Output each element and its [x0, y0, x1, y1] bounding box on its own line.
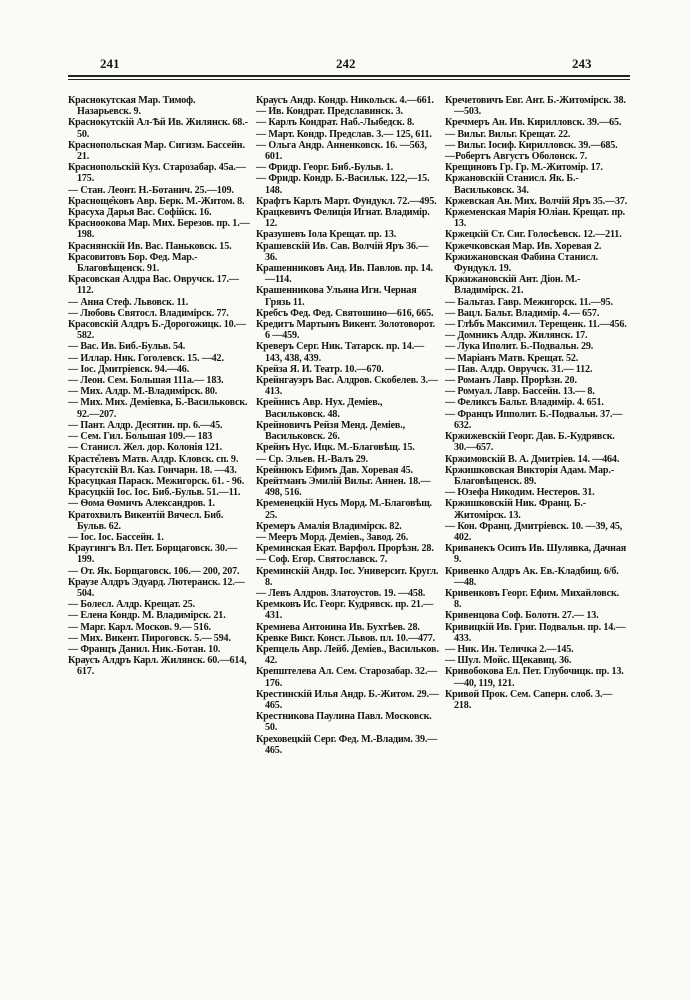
directory-entry: — Пант. Алдр. Десятин. пр. 6.—45.	[68, 419, 223, 431]
directory-entry: Кржеменская Марія Юліан. Крещат. пр. 13.	[445, 207, 626, 230]
directory-entry: Кржечковская Мар. Ив. Хоревая 2.	[445, 240, 602, 252]
directory-entry: — Ив. Кондрат. Предславинск. 3.	[256, 106, 403, 118]
directory-entry: — Феликсъ Бальт. Владимір. 4. 651.	[445, 397, 604, 409]
directory-entry: — Вас. Ив. Биб.-Бульв. 54.	[68, 341, 186, 353]
directory-entry: —Робертъ Августъ Оболонск. 7.	[445, 151, 587, 163]
directory-entry: Крафтъ Карлъ Март. Фундукл. 72.—495.	[256, 195, 437, 207]
directory-entry: Красте̂левъ Матв. Алдр. Кловск. сп. 9.	[68, 453, 239, 465]
directory-entry: — Лука Иполит. Б.-Подвальн. 29.	[445, 341, 594, 353]
page-number-center: 242	[336, 56, 356, 71]
directory-entry: Красовскій Алдръ Б.-Дорогожицк. 10.—582.	[68, 319, 246, 342]
directory-entry: Красуха Дарья Вас. Софійск. 16.	[68, 207, 212, 219]
directory-entry: Креховецкій Серг. Фед. М.-Владим. 39.—465.	[256, 733, 438, 756]
directory-entry: Кревке Викт. Конст. Львов. пл. 10.—477.	[256, 632, 436, 644]
directory-entry: — Иллар. Ник. Гоголевск. 15. —42.	[68, 352, 224, 364]
directory-entry: — Леон. Сем. Большая 111а.— 183.	[68, 375, 224, 387]
directory-entry: Красутскій Вл. Каз. Гончарн. 18. —43.	[68, 464, 237, 476]
directory-entry: — Глѣбъ Максимил. Терещенк. 11.—456.	[445, 319, 627, 331]
directory-entry: Кржевская Ан. Мих. Волчій Яръ 35.—37.	[445, 195, 628, 207]
directory-entry: — Станисл. Жел. дор. Колонія 121.	[68, 442, 222, 454]
directory-entry: Краузе Алдръ Эдуард. Лютеранск. 12.—504.	[68, 576, 245, 599]
directory-entry: Кржановскій Станисл. Як. Б.-Васильковск. 34.	[445, 173, 579, 196]
directory-entry: Кремнева Антонина Ив. Бухтѣев. 28.	[256, 621, 420, 633]
directory-entry: — Францъ Ипполит. Б.-Подвальн. 37.—632.	[445, 408, 623, 431]
directory-entry: Креминскій Андр. Іос. Университ. Кругл. 8.	[256, 565, 439, 588]
directory-entry: Краснянскій Ив. Вас. Паньковск. 15.	[68, 240, 232, 252]
directory-entry: Креминская Екат. Варфол. Прорѣзн. 28.	[256, 543, 434, 555]
directory-entry: Крестинскій Илья Андр. Б.-Житом. 29.—465.	[256, 688, 439, 711]
header-rule-thin	[68, 79, 630, 80]
column-left	[68, 95, 251, 980]
directory-entry: — Ѳома Ѳомичъ Александров. 1.	[68, 498, 215, 510]
directory-entry: Крейтманъ Эмилій Вильг. Аннен. 18.—498, 516.	[256, 475, 431, 499]
directory-entry: Кратохвилъ Викентій Вячесл. Биб. Бульв. 62.	[68, 509, 224, 532]
directory-entry: Кременецкій Нусь Морд. М.-Благовѣщ. 25.	[256, 498, 432, 521]
directory-entry: — Ник. Ин. Теличка 2.—145.	[445, 643, 574, 655]
directory-entry: — Юзефа Никодим. Нестеров. 31.	[445, 487, 595, 499]
directory-entry: Кривой Прок. Сем. Саперн. слоб. 3.—218.	[445, 688, 613, 711]
directory-entry: — Домникъ Алдр. Жилянск. 17.	[445, 330, 588, 342]
directory-entry: Кржецкій Ст. Сиг. Голосѣевск. 12.—211.	[445, 229, 622, 241]
directory-entry: Кремеръ Амалія Владимірск. 82.	[256, 520, 402, 532]
directory-entry: — Левъ Алдров. Златоустов. 19. —458.	[256, 587, 426, 599]
directory-entry: Краснокутскій Ал-Ѣй Ив. Жилянск. 68.- 50.	[68, 117, 248, 140]
directory-entry: — Пав. Алдр. Овручск. 31.— 112.	[445, 363, 593, 375]
directory-entry: Кребсъ Фед. Фед. Святошино—616, 665.	[256, 307, 434, 319]
directory-entry: — Маріанъ Матв. Крещат. 52.	[445, 352, 579, 364]
directory-entry: — Вильг. Іосиф. Кирилловск. 39.—685.	[445, 139, 618, 151]
directory-entry: Криванекъ Осипъ Ив. Шулявка, Дачная 9.	[445, 543, 627, 566]
directory-entry: — Соф. Егор. Святославск. 7.	[256, 554, 388, 566]
directory-entry: Кривенко Алдръ Ак. Ев.-Кладбищ. 6/б.—48.	[445, 565, 619, 588]
directory-entry: Кржижевскій Георг. Дав. Б.-Кудрявск. 30.—657.	[445, 431, 615, 454]
directory-entry: Креверъ Серг. Ник. Татарск. пр. 14.—143, 438, 439.	[256, 341, 425, 364]
directory-entry: — Шул. Мойс. Щекавиц. 36.	[445, 655, 572, 667]
directory-entry: Крещиновъ Гр. Гр. М.-Житомір. 17.	[445, 162, 603, 174]
directory-entry: Кривенковъ Георг. Ефим. Михайловск. 8.	[445, 587, 620, 611]
directory-entry: Крестникова Паулина Павл. Московск. 50.	[256, 711, 432, 734]
directory-entry: — Іос. Дмитріевск. 94.—46.	[68, 363, 190, 375]
directory-entry: — Романъ Лавр. Прорѣзн. 20.	[445, 375, 577, 387]
directory-entry: — Францъ Данил. Ник.-Ботан. 10.	[68, 643, 221, 655]
directory-entry: Крейновичъ Рейзя Менд. Деміев., Васильковск. 26.	[256, 419, 405, 443]
directory-entry: Красовская Алдра Вас. Овручск. 17.—112.	[68, 274, 239, 297]
directory-entry: Краснопольская Мар. Сигизм. Бассейн. 21.	[68, 139, 245, 163]
directory-entry: — Вильг. Вильг. Крещат. 22.	[445, 128, 571, 140]
directory-entry: Кржишковская Викторія Адам. Мар.-Благовѣщенск. 89.	[445, 464, 614, 487]
directory-entry: Крепштелева Ал. Сем. Старозабар. 32.—176.	[256, 666, 438, 689]
directory-entry: — Ср. Эльев. Н.-Валъ 29.	[256, 453, 368, 465]
directory-entry: Краугингъ Вл. Пет. Борщаговск. 30.—199.	[68, 543, 238, 566]
directory-entry: Крейнюкъ Ефимъ Дав. Хоревая 45.	[256, 464, 413, 476]
directory-entry: — Болесл. Алдр. Крещат. 25.	[68, 599, 195, 611]
directory-entry: Кривицкій Ив. Григ. Подвальн. пр. 14.—433.	[445, 621, 626, 644]
directory-entry: Кривобокова Ел. Пет. Глубочицк. пр. 13.—40, 119, 121.	[445, 666, 624, 689]
directory-entry: Красуцкій Іос. Іос. Биб.-Бульв. 51.—11.	[68, 487, 241, 499]
directory-entry: Кразушевъ Іола Крещат. пр. 13.	[256, 229, 397, 241]
directory-entry: — Сем. Гил. Большая 109.— 183	[68, 431, 213, 443]
directory-entry: — Ромуал. Лавр. Бассейн. 13.— 8.	[445, 386, 595, 398]
directory-entry: Крейнъ Нус. Ицк. М.-Благовѣщ. 15.	[256, 442, 415, 454]
directory-entry: Крацкевичъ Фелиція Игнат. Владимір. 12.	[256, 207, 430, 230]
column-middle	[256, 95, 439, 980]
directory-entry: — Мих. Викент. Пироговск. 5.— 594.	[68, 632, 231, 644]
directory-entry: — Іос. Іос. Бассейн. 1.	[68, 531, 164, 543]
directory-entry: — Елена Кондр. М. Владимірск. 21.	[68, 610, 226, 622]
column-right	[445, 95, 628, 980]
directory-entry: Кремковъ Ис. Георг. Кудрявск. пр. 21.—431.	[256, 599, 434, 622]
directory-entry: Крепцель Авр. Лейб. Деміев., Васильков. 42.	[256, 643, 439, 667]
directory-entry: Краусъ Алдръ Карл. Жилянск. 60.—614, 617.	[68, 655, 247, 678]
header-rule-thick	[68, 75, 630, 77]
directory-entry: Красноокова Мар. Мих. Березов. пр. 1.—198.	[68, 218, 250, 241]
directory-entry: Крейнгауэръ Вас. Алдров. Скобелев. 3.—413.	[256, 375, 438, 398]
directory-entry: Красовитовъ Бор. Фед. Мар.-Благовѣщенск. 91.	[68, 251, 198, 275]
directory-entry: Крашенниковъ Анд. Ив. Павлов. пр. 14.—114.	[256, 263, 433, 286]
directory-entry: Кредитъ Мартынъ Викент. Золотоворот. 6 —459.	[256, 319, 436, 342]
directory-entry: — Мих. Мих. Деміевка, Б.-Васильковск. 92.—207.	[68, 397, 248, 420]
directory-entry: Кржимовскій В. А. Дмитріев. 14. —464.	[445, 453, 620, 465]
page-number-left: 241	[100, 56, 120, 71]
directory-entry: — Ольга Андр. Анненковск. 16. —563, 601.	[256, 139, 427, 163]
directory-entry: — Март. Кондр. Предслав. 3.— 125, 611.	[256, 128, 432, 140]
directory-entry: Красноще̂ковъ Авр. Берк. М.-Житом. 8.	[68, 195, 245, 207]
directory-entry: — Стан. Леонт. Н.-Ботанич. 25.—109.	[68, 184, 234, 196]
directory-entry: Крейнисъ Авр. Нух. Деміев., Васильковск. 48.	[256, 397, 383, 420]
directory-entry: Крейза Я. И. Театр. 10.—670.	[256, 363, 384, 375]
directory-entry: Кречмеръ Ан. Ив. Кирилловск. 39.—65.	[445, 117, 622, 129]
directory-entry: — Кон. Франц. Дмитріевск. 10. —39, 45, 402.	[445, 520, 623, 543]
directory-entry: — Анна Стеф. Львовск. 11.	[68, 296, 189, 308]
directory-entry: — Фридр. Георг. Биб.-Бульв. 1.	[256, 162, 393, 174]
page-number-right: 243	[572, 56, 592, 71]
directory-entry: — Бальтаз. Гавр. Межигорск. 11.—95.	[445, 296, 613, 308]
directory-entry: Красноку́тская Мар. Тимоф. Назарьевск. 9.	[68, 95, 196, 118]
directory-entry: Кржижановская Фабина Станисл. Фундукл. 19.	[445, 251, 598, 275]
directory-entry: Краусъ Андр. Кондр. Никольск. 4.—661.	[256, 95, 434, 106]
directory-entry: Кривенцова Соф. Болотн. 27.— 13.	[445, 610, 599, 622]
directory-entry: — Вацл. Бальт. Владимір. 4.— 657.	[445, 307, 600, 319]
directory-entry: Крашевскій Ив. Сав. Волчій Яръ 36.—36.	[256, 240, 429, 263]
directory-entry: — Марг. Карл. Москов. 9.— 516.	[68, 621, 211, 633]
directory-entry: — От. Як. Борщаговск. 106.— 200, 207.	[68, 565, 240, 577]
directory-entry: Краснопольскій Куз. Старозабар. 45а.—175.	[68, 162, 246, 185]
directory-entry: — Фридр. Кондр. Б.-Васильк. 122,—15. 148.	[256, 173, 430, 196]
directory-entry: Кречетовичъ Евг. Ант. Б.-Житомірск. 38.—503.	[445, 95, 626, 118]
directory-entry: — Мееръ Морд. Деміев., Завод. 26.	[256, 531, 409, 543]
directory-entry: Кржижановскій Ант. Діон. М.-Владимірск. 21.	[445, 274, 581, 297]
directory-entry: Кржишковскій Ник. Франц. Б.-Житомірск. 13.	[445, 498, 586, 521]
directory-entry: — Любовь Святосл. Владимірск. 77.	[68, 307, 229, 319]
directory-entry: — Мих. Алдр. М.-Владимірск. 80.	[68, 386, 218, 398]
directory-entry: Крашенникова Ульяна Игн. Черная Грязь 11.	[256, 285, 417, 308]
directory-entry: Красуцкая Параск. Межигорск. 61. - 96.	[68, 475, 245, 487]
directory-entry: — Карлъ Кондрат. Наб.-Лыбедск. 8.	[256, 117, 415, 129]
